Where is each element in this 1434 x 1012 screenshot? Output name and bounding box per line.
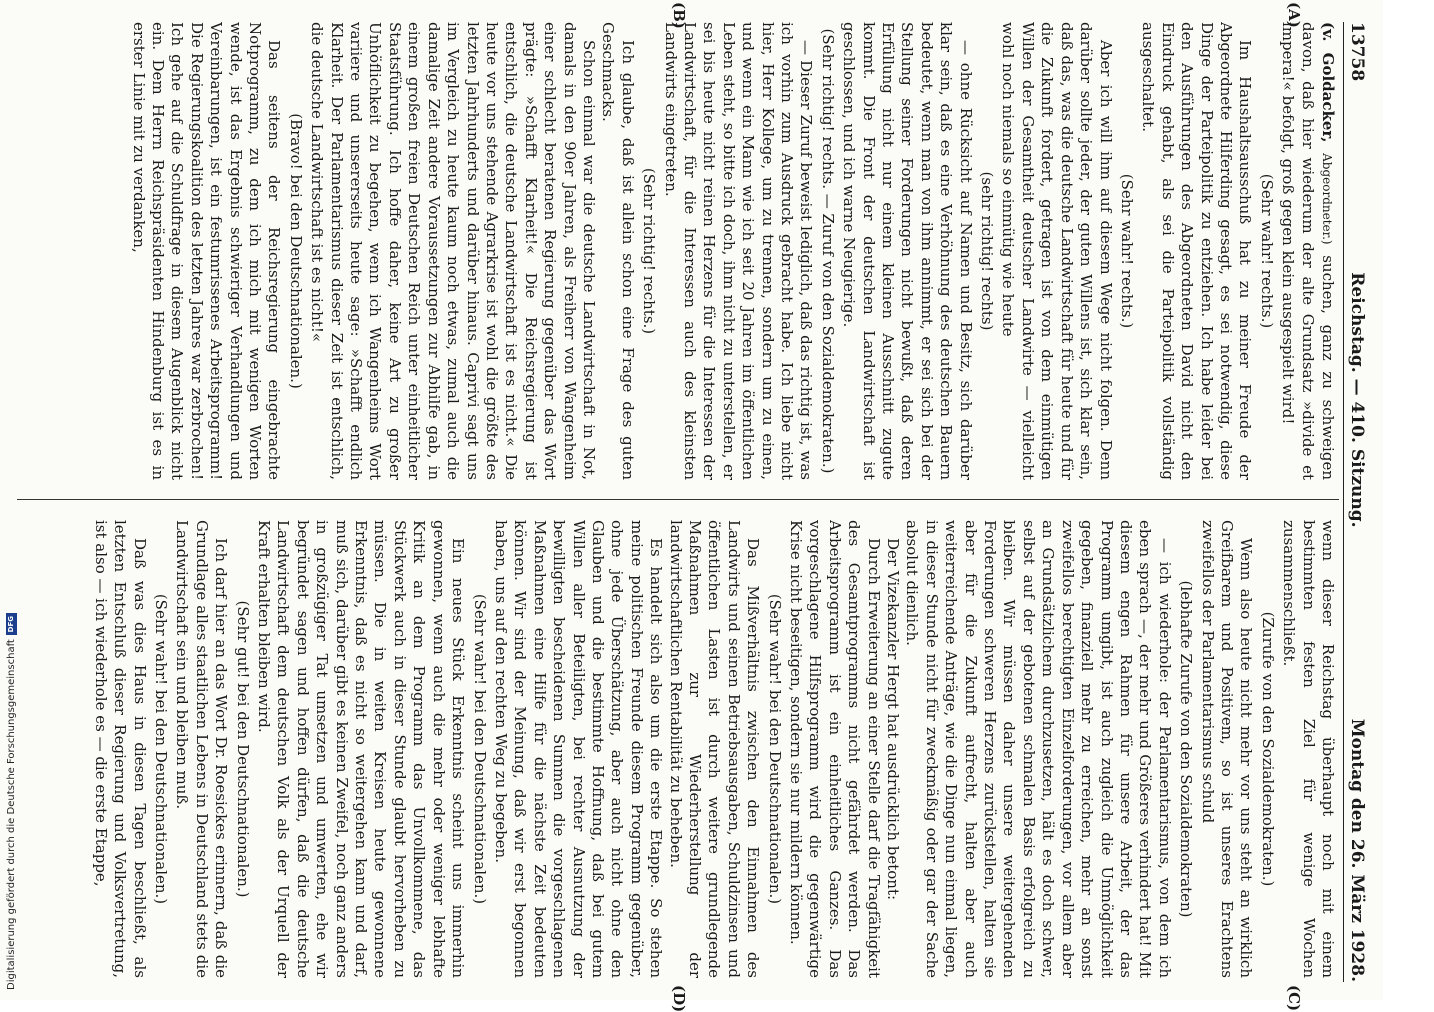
margin-marker-d: (D) (670, 985, 688, 1012)
page-date: Montag den 26. März 1928. (1347, 718, 1367, 982)
reaction-line: (sehr richtig! rechts) (978, 171, 997, 331)
paragraph-text: wenn dieser Reichstag überhaupt noch mit einem bestimmten festen Ziel für wenige Wochen zusammenschließt. (1280, 520, 1337, 978)
column-divider (17, 499, 1339, 500)
paragraph (902, 520, 1174, 978)
paragraph (1279, 520, 1337, 978)
paragraph (839, 22, 975, 480)
credit-text: Digitalisierung gefördert durch die Deutsche Forschungsgemeinschaft (6, 639, 17, 990)
paragraph (172, 520, 230, 978)
reaction-line: (Sehr richtig! rechts. — Zuruf von den Sozialdemokraten.) (818, 28, 837, 474)
reaction-line: (Sehr wahr! bei den Deutschnationalen.) (470, 593, 489, 905)
reaction-line: (Sehr wahr! rechts.) (1257, 173, 1276, 329)
paragraph (665, 520, 762, 978)
reaction-line: (Sehr wahr! bei den Deutschnationalen.) (152, 593, 171, 905)
reaction-line: (Sehr richtig! rechts.) (640, 167, 659, 335)
paragraph-text: Aber ich will ihm auf diesem Wege nicht folgen. Denn darüber sollte jeder, der guten Willens ist, sich klar sein, daß das, was die deutsche Landwirtschaft für heute und für die Zukunft fordert, getragen ist von dem einmütigen Willen der Gesamtheit deutscher Landwirte — vielleicht wohl noch niemals so einmütig wie heute (999, 22, 1115, 480)
paragraph-text: suchen, ganz zu schweigen davon, daß hier wiederum der alte Grundsatz »divide et impera!« befolgt, groß gegen klein ausgespielt wird! (1279, 22, 1337, 480)
paragraph-text: Wenn also heute nicht mehr vor uns steht an wirklich Greifbarem und Positivem, so ist unseres Erachtens zweifellos der Parlamentarismus schuld (1198, 520, 1256, 978)
paragraph-text: — ohne Rücksicht auf Namen und Besitz, sich darüber klar sein, daß es eine Verhöhnung des deutschen Bauern bedeutet, wenn man von ihm annimmt, er sei sich bei der Stellung seiner Forderungen nicht bewußt, daß deren Erfüllung nicht nur einem kleinen Ausschnitt zugute kommt. Die Front der deutschen Landwirtschaft ist geschlossen, und ich warne Neugierige. (840, 22, 975, 480)
reaction-line: (Sehr gut! bei den Deutschnationalen.) (233, 600, 252, 898)
digitization-credit (6, 613, 17, 990)
paragraph (998, 22, 1114, 480)
page-title: Reichstag. — 410. Sitzung. (1347, 272, 1367, 528)
paragraph (598, 22, 637, 480)
paragraph (786, 520, 883, 978)
speaker-name: (v. Goldacker, (1319, 22, 1337, 143)
dfg-logo-icon: DFG (6, 613, 17, 635)
margin-marker-b: (B) (670, 2, 688, 29)
paragraph (90, 520, 148, 978)
paragraph (128, 22, 283, 480)
paragraph-text: Durch Erweiterung an einer Stelle darf die Tragfähigkeit des Gesamtprogramms nicht gefährdet werden. Das Arbeitsprogramm ist ein einheitliches Ganzes. Das vorgeschlagene Hilfsprogramm wird die gegenwärtige Krise nicht beseitigen, sondern sie nur mildern können. (787, 520, 883, 978)
paragraph-text: Das Mißverhältnis zwischen den Einnahmen des Landwirts und seinen Betriebsausgaben, Schuldzinsen und öffentlichen Lasten ist durch weitere grundlegende Maßnahmen zur Wiederherstellung der landwirtschaftlichen Rentabilität zu beheben. (666, 520, 763, 978)
paragraph-text: Das seitens der Reichsregierung eingebrachte Notprogramm, zu dem ich mich mit wenigen Worten wende, ist das Ergebnis schwieriger Verhandlungen und Vereinbarungen, ist ein festumrissenes Arbeitsprogramm! Die Regierungskoalition des letzten Jahres war zerbrochen! Ich gehe auf die Schuldfrage in diesem Augenblick nicht ein. Dem Herrn Reichspräsidenten Hindenburg ist es in erster Linie mit zu verdanken, (129, 22, 284, 480)
reaction-line: (lebhafte Zurufe von den Sozialdemokraten) (1177, 580, 1196, 918)
paragraph-text: Schon einmal war die deutsche Landwirtschaft in Not, damals in den 90er Jahren, als Freiherr von Wangenheim einer schlecht beratenen Regierung gegenüber das Wort prägte: »Schafft Klarheit!« Die Reichsregierung ist entschlich, die deutsche Landwirtschaft ist es nicht.« Die heute vor uns stehende Agrarkrise ist wohl die größte des letzten Jahrhunderts und darüber hinaus. Caprivi sagt uns im Vergleich zu heute kaum noch etwas, zumal auch die damalige Zeit andere Voraussetzungen zur Abhilfe gab, in einem großen freien Deutschen Reich unter einheitlicher Staatsführung. Ich hoffe daher, keine Art zu großer Unhöflichkeit zu begehen, wenn ich Wangenheims Wort variiere und unsererseits heute sage: »Schafft endlich Klarheit. Der Parlamentarismus dieser Zeit ist entschlich, die deutsche Landwirtschaft ist es nicht!« (308, 22, 598, 480)
reaction-line: (Bravo! bei den Deutschnationalen.) (286, 113, 305, 389)
paragraph (491, 520, 666, 978)
paragraph-text: Ich darf hier an das Wort Dr. Roesickes erinnern, daß die Grundlage alles staatlichen Lebens in Deutschland stets die Landwirtschaft sein und bleiben muß. (173, 520, 231, 978)
reaction-line: (Zurufe von den Sozialdemokraten.) (1258, 611, 1277, 887)
paragraph (660, 22, 815, 480)
margin-marker-c: (C) (1285, 985, 1303, 1012)
paragraph-text: Ein neues Stück Erkenntnis scheint uns immerhin gewonnen, wenn auch die mehr oder weniger lebhafte Kritik an dem Programm das Unvollkommene, das Stückwerk auch in dieser Stunde glaubt hervorheben zu müssen. Die in weiten Kreisen heute gewonnene Erkenntnis, daß es nicht so weitergehen kann und darf, muß sich, darüber gibt es keinen Zweifel, noch ganz anders in großzügiger Tat umsetzen und umwerten, ehe wir begründet sagen und hoffen dürfen, daß die deutsche Landwirtschaft dem deutschen Volk als der Urquell der Kraft erhalten bleiben wird. (255, 520, 468, 978)
reaction-line: (Sehr wahr! rechts.) (1117, 173, 1136, 329)
paragraph (254, 520, 467, 978)
page-number: 13758 (1347, 22, 1367, 82)
paragraph (883, 520, 902, 978)
text-column-left (17, 22, 1337, 480)
paragraph-text: — ich wiederhole: der Parlamentarismus, von dem ich eben sprach —, der mehr und Größeres verhindert hat! Mit diesem engen Rahmen für unsere Arbeit, der das Programm umgibt, ist auch zugleich die Unmöglichkeit gegeben, finanziell mehr zu erreichen, mehr an sonst zweifellos berechtigten Einzelforderungen, vor allem aber an Grundsätzlichem durchzusetzen, hält es doch schwer, selbst auf der gebotenen schmalen Basis erfolgreich zu bleiben. Wir müssen daher unsere weitergehenden Forderungen schweren Herzens zurückstellen, halten sie aber für die Zukunft aufrecht, halten aber auch weiterreichende Anträge, wie die Dinge nun einmal liegen, in dieser Stunde nicht für zweckmäßig oder gar der Sache absolut dienlich. (903, 520, 1174, 978)
paragraph (1197, 520, 1255, 978)
reaction-line: (Sehr wahr! bei den Deutschnationalen.) (765, 593, 784, 905)
paragraph-text: Es handelt sich also um die erste Etappe. So stehen meine politischen Freunde diesem Programm gegenüber, ohne jede Überschätzung, aber auch nicht ohne den Glauben und die bestimmte Hoffnung, daß bei gutem Willen aller Beteiligten, bei rechter Ausnutzung der bewilligten bescheidenen Summen die vorgeschlagenen Maßnahmen eine Hilfe für die nächste Zeit bedeuten können. Wir sind der Meinung, daß wir erst begonnen haben, uns auf den rechten Weg zu begeben. (491, 520, 666, 978)
speaker-note: Abgeordneter.) (1320, 153, 1334, 245)
paragraph-text: Im Haushaltsausschuß hat zu meiner Freude der Abgeordnete Hilferding gesagt, es sei notwendig, diese Dinge der Parteipolitik zu entziehen. Ich habe leider bei den Ausführungen des Abgeordneten David nicht den Eindruck gehabt, als sei die Parteipolitik vollständig ausgeschaltet. (1139, 22, 1255, 480)
paragraph-text: Ich glaube, daß ist allein schon eine Frage des guten Geschmacks. (599, 22, 637, 480)
page-header (1343, 22, 1383, 982)
paragraph-text: Daß was dies Haus in diesen Tagen beschließt, als letzten Entschluß dieser Regierung und Volksvertretung, ist also — ich wiederhole es — die erste Etappe, (91, 520, 149, 978)
paragraph-text: — Dieser Zuruf beweist lediglich, daß das richtig ist, was ich vorhin zum Ausdruck gebracht habe. Ich liebe nicht hier, Herr Kollege, um zu trennen, sondern um zu einen, und wenn ein Mann wie ich seit 20 Jahren im öffentlichen Leben steht, so bitte ich doch, ihm nicht zu unterstellen, er sei bis heute nicht reinen Herzens für die Interessen der Landwirtschaft, für die Interessen auch des kleinsten Landwirts eingetreten. (661, 22, 816, 480)
text-column-right (17, 520, 1337, 978)
paragraph (307, 22, 598, 480)
paragraph-text: Der Vizekanzler Hergt hat ausdrücklich betont: (884, 538, 903, 901)
margin-marker-a: (A) (1285, 2, 1303, 28)
paragraph (1138, 22, 1254, 480)
paragraph (1278, 22, 1337, 480)
